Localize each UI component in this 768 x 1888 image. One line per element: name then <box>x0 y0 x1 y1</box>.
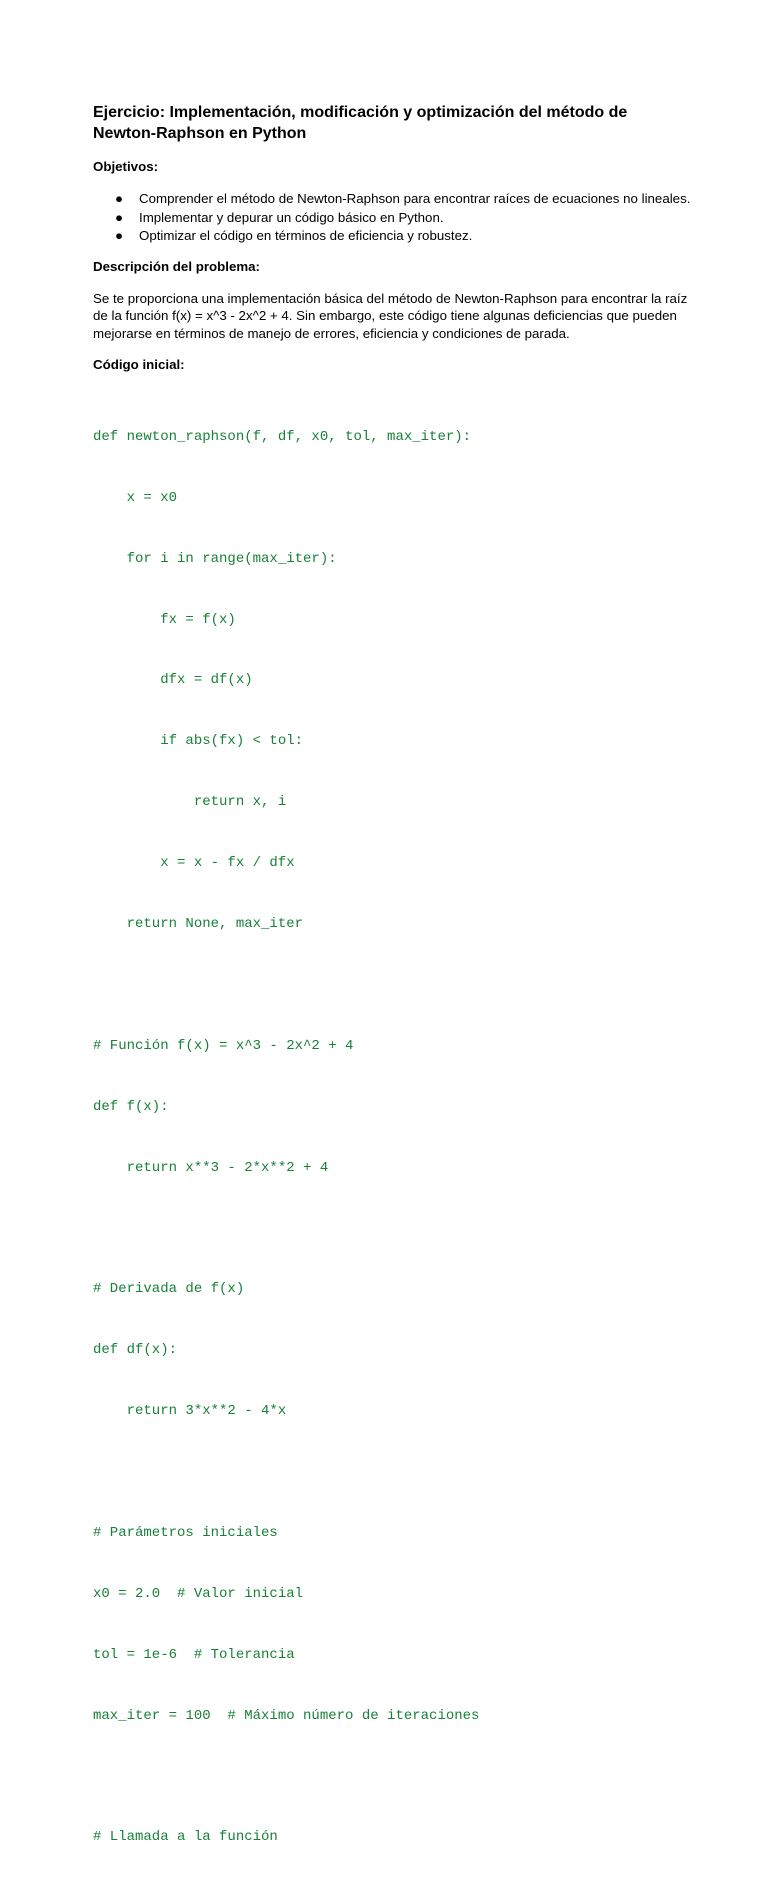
code-line: if abs(fx) < tol: <box>93 733 304 750</box>
code-line: x = x0 <box>93 489 178 506</box>
code-line: fx = f(x) <box>93 611 236 628</box>
code-line: x = x - fx / dfx <box>93 855 295 872</box>
code-line: return x, i <box>93 794 287 811</box>
objective-text: Optimizar el código en términos de eficiencia y robustez. <box>139 228 473 243</box>
document-page <box>93 102 693 1888</box>
code-heading: Código inicial: <box>93 357 185 373</box>
code-line: # Parámetros iniciales <box>93 1524 278 1541</box>
bullet-icon: ● <box>115 209 124 225</box>
code-block <box>93 386 693 1888</box>
code-line: return 3*x**2 - 4*x <box>93 1403 287 1420</box>
code-line: # Llamada a la función <box>93 1829 278 1846</box>
description-heading: Descripción del problema: <box>93 258 260 274</box>
objectives-list <box>93 190 693 245</box>
code-line: def newton_raphson(f, df, x0, tol, max_iter): <box>93 428 472 445</box>
code-line: # Función f(x) = x^3 - 2x^2 + 4 <box>93 1037 354 1054</box>
code-line: return None, max_iter <box>93 916 304 932</box>
bullet-icon: ● <box>115 191 124 206</box>
code-line: return x**3 - 2*x**2 + 4 <box>93 1159 329 1176</box>
code-line <box>93 1766 693 1786</box>
code-line <box>93 1218 693 1238</box>
objective-text: Comprender el método de Newton-Raphson para encontrar raíces de ecuaciones no lineales. <box>139 191 691 206</box>
description-paragraph: Se te proporciona una implementación básica del método de Newton-Raphson para encontrar la raíz de la función f(x) = x^3 - 2x^2 + 4. Sin embargo, este código tiene algunas deficiencias que pueden mejorarse en términos de manejo de errores, eficiencia y condiciones de parada. <box>93 290 688 341</box>
bullet-icon: ● <box>115 228 124 243</box>
code-line: # Derivada de f(x) <box>93 1281 245 1298</box>
code-line: tol = 1e-6 # Tolerancia <box>93 1646 295 1663</box>
code-line: dfx = df(x) <box>93 672 253 689</box>
list-item <box>93 190 693 208</box>
code-line: def df(x): <box>93 1342 178 1359</box>
objective-text: Implementar y depurar un código básico en Python. <box>139 209 444 225</box>
code-line: x0 = 2.0 # Valor inicial <box>93 1585 304 1602</box>
list-item <box>93 227 693 245</box>
document-title: Ejercicio: Implementación, modificación y optimización del método de Newton-Raphson en Python <box>93 104 628 142</box>
code-line: for i in range(max_iter): <box>93 550 337 567</box>
code-line: def f(x): <box>93 1098 169 1115</box>
code-line <box>93 975 693 995</box>
code-line <box>93 1462 693 1482</box>
code-line: max_iter = 100 # Máximo número de iteraciones <box>93 1707 480 1724</box>
objectives-heading: Objetivos: <box>93 159 159 174</box>
list-item <box>93 209 693 227</box>
